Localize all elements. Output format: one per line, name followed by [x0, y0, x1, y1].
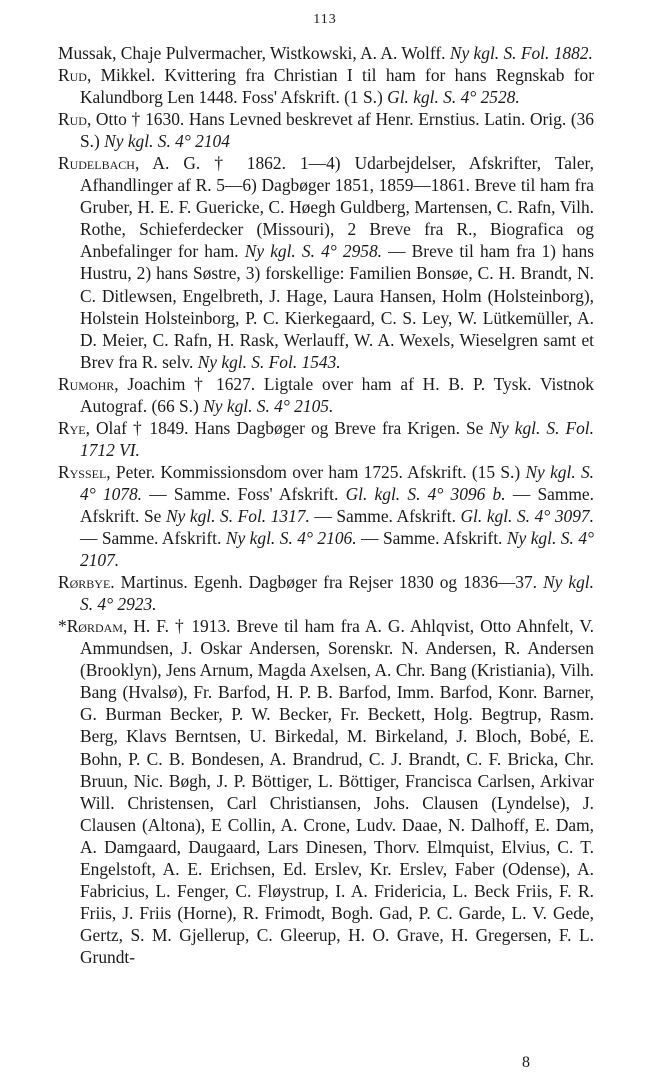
shelfmark: Ny kgl. S. 4° 2958. [244, 241, 383, 262]
catalogue-entry [58, 571, 594, 615]
entry-text: , H. F. † 1913. Breve til ham fra A. G. Ahlqvist, Otto Ahnfelt, V. Ammundsen, J. Oskar Andersen, Sorenskr. N. Andersen, R. Andersen (Brooklyn), Jens Arnum, Magda Axelsen, A. Chr. Bang (Kristiania), Vilh. Bang (Hvalsø), Fr. Barfod, H. P. B. Barfod, Imm. Barfod, Konr. Barner, G. Burman Becker, P. W. Becker, Fr. Beckett, Holg. Begtrup, Rasm. Berg, Klavs Berntsen, U. Birkedal, M. Birkeland, J. Bloch, Bobé, E. Bohn, P. C. B. Bondesen, A. Brandrud, C. J. Brandt, C. F. Bricka, Chr. Bruun, Nic. Bøgh, J. P. Böttiger, L. Böttiger, Francisca Carlsen, Arkivar Will. Christensen, Carl Christiansen, Johs. Clausen (Lyndelse), J. Clausen (Altona), E Collin, A. Crone, Ludv. Daae, N. Dalhoff, E. Dam, A. Damgaard, Daugaard, Lars Dinesen, Thorv. Elmquist, Elvius, C. T. Engelstoft, A. E. Erichsen, Ed. Erslev, Kr. Erslev, Faber (Odense), A. Fabricius, L. Fenger, C. Fløystrup, I. A. Fridericia, L. Beck Friis, F. R. Friis, J. Friis (Horne), R. Frimodt, Bogh. Gad, P. C. Garde, L. V. Gede, Gertz, S. M. Gjellerup, C. Gleerup, H. O. Grave, H. Gregersen, F. L. Grundt- [80, 616, 594, 967]
catalogue-entry [58, 417, 594, 461]
entry-name: Rudelbach [58, 153, 135, 174]
shelfmark: Ny kgl. S. Fol. 1882. [449, 43, 593, 63]
entry-name: Rørbye [58, 572, 111, 593]
entry-text: . Martinus. Egenh. Dagbøger fra Rejser 1830 og 1836—37. [110, 572, 538, 593]
page-number: 113 [313, 12, 337, 27]
shelfmark: Gl. kgl. S. 4° 3097. [460, 505, 594, 526]
shelfmark: Gl. kgl. S. 4° 3096 b. [345, 483, 506, 504]
entry-text: — Breve til ham fra 1) hans Hustru, 2) hans Søstre, 3) forskellige: Familien Bonsøe, C. H. Brandt, N. C. Ditlewsen, Engelbreth, J. Hage, Laura Hansen, Holm (Holsteinborg), Holstein Holsteinborg, P. C. Kierkegaard, C. S. Ley, W. Lütkemüller, A. D. Meier, C. Rafn, H. Rask, Werlauff, W. A. Wexels, Wieselgren samt et Brev fra R. selv. [80, 241, 594, 372]
shelfmark: Ny kgl. S. 4° 2104 [104, 131, 230, 152]
catalogue-entry [58, 64, 594, 108]
entry-name: Rud [58, 65, 87, 86]
shelfmark: Ny kgl. S. Fol. 1543. [197, 351, 341, 372]
entry-name: Rumohr [58, 373, 115, 394]
entry-text: — Samme. Afskrift. [356, 528, 503, 549]
shelfmark: Ny kgl. S. 4° 2107. [80, 528, 594, 571]
entry-text: , Joachim † 1627. Ligtale over ham af H. B. P. Tysk. Vistnok Autograf. (66 S.) [80, 373, 594, 416]
catalogue-entry [58, 461, 594, 571]
entry-text: , Mikkel. Kvittering fra Christian I til ham for hans Regnskab for Kalundborg Len 1448. Foss' Afskrift. (1 S.) [80, 65, 594, 108]
shelfmark: Ny kgl. S. 4° 2105. [203, 395, 334, 416]
catalogue-text [58, 42, 594, 968]
shelfmark: Gl. kgl. S. 4° 2528. [387, 87, 520, 108]
catalogue-entry [58, 42, 594, 64]
entry-name: Ryssel [58, 461, 107, 482]
shelfmark: Ny kgl. S. 4° 2923. [80, 572, 594, 615]
catalogue-entry [58, 615, 594, 968]
entry-name: Rye [58, 417, 86, 438]
entry-text: — Samme. Afskrift. [80, 528, 222, 549]
entry-text: , Otto † 1630. Hans Levned beskrevet af Henr. Ernstius. Latin. Orig. (36 S.) [80, 109, 594, 152]
signature-mark: 8 [522, 1054, 530, 1071]
entry-text: — Samme. Afskrift. [309, 505, 456, 526]
shelfmark: Ny kgl. S. 4° 1078. [80, 461, 595, 504]
entry-text: — Samme. Foss' Afskrift. [142, 483, 339, 504]
catalogue-entry [58, 152, 594, 372]
entry-text: , Olaf † 1849. Hans Dagbøger og Breve fra Krigen. Se [85, 417, 484, 438]
catalogue-entry [58, 373, 594, 417]
entry-text: , Peter. Kommissionsdom over ham 1725. Afskrift. (15 S.) [106, 461, 521, 482]
shelfmark: Ny kgl. S. Fol. 1317. [165, 505, 310, 526]
shelfmark: Ny kgl. S. Fol. 1712 VI. [80, 417, 594, 460]
entry-text: , A. G. † 1862. 1—4) Udarbejdelser, Afskrifter, Taler, Afhandlinger af R. 5—6) Dagbøger 1851, 1859—1861. Breve til ham fra Gruber, H. E. F. Guericke, C. Høegh Guldberg, Martensen, C. Rafn, Vilh. Rothe, Schieferdecker (Missouri), 2 Breve fra R., Biografica og Anbefalinger for ham. [80, 153, 594, 262]
entry-name: Rud [58, 109, 87, 130]
entry-text: Mussak, Chaje Pulvermacher, Wistkowski, A. A. Wolff. [58, 43, 446, 63]
entry-text: — Samme. Afskrift. Se [80, 483, 594, 526]
catalogue-entry [58, 108, 594, 152]
entry-name: *Rørdam [58, 616, 123, 637]
shelfmark: Ny kgl. S. 4° 2106. [225, 528, 357, 549]
